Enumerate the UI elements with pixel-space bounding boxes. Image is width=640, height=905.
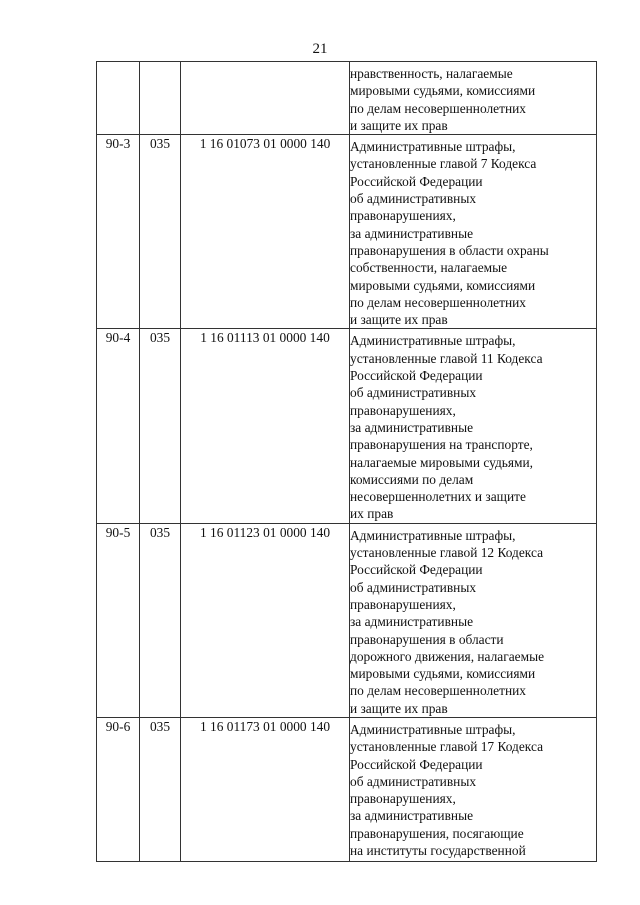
- row-number-cell: 90-4: [97, 329, 140, 523]
- description-line: правонарушениях,: [350, 791, 456, 807]
- description-line: дорожного движения, налагаемые: [350, 648, 545, 664]
- description-line: комиссиями по делам: [350, 471, 474, 487]
- description-line: Российской Федерации: [350, 368, 483, 384]
- admin-code-cell: 035: [140, 523, 181, 717]
- description-line: мировыми судьями, комиссиями: [350, 277, 536, 293]
- table-row: [97, 717, 597, 861]
- description-line: об административных: [350, 385, 477, 401]
- description-line: об административных: [350, 579, 477, 595]
- description-cell: [350, 329, 597, 523]
- admin-code-cell: 035: [140, 329, 181, 523]
- description-line: Российской Федерации: [350, 562, 483, 578]
- description-line: за административные: [350, 225, 474, 241]
- admin-code-cell: [140, 62, 181, 135]
- description-cell: [350, 62, 597, 135]
- description-line: мировыми судьями, комиссиями: [350, 666, 536, 682]
- description-line: собственности, налагаемые: [350, 260, 508, 276]
- description-line: по делам несовершеннолетних: [350, 100, 526, 116]
- table-row: [97, 329, 597, 523]
- description-line: правонарушения в области: [350, 631, 504, 647]
- description-line: правонарушениях,: [350, 402, 456, 418]
- table-row: [97, 523, 597, 717]
- description-line: Российской Федерации: [350, 756, 483, 772]
- description-line: установленные главой 17 Кодекса: [350, 739, 544, 755]
- description-line: установленные главой 7 Кодекса: [350, 156, 537, 172]
- page-number: 21: [312, 41, 328, 57]
- table-row: [97, 62, 597, 135]
- kbk-code-cell: 1 16 01173 01 0000 140: [181, 717, 350, 861]
- description-cell: [350, 135, 597, 329]
- description-cell: [350, 717, 597, 861]
- description-line: Административные штрафы,: [350, 527, 516, 543]
- admin-code-cell: 035: [140, 717, 181, 861]
- description-line: Российской Федерации: [350, 173, 483, 189]
- description-line: по делам несовершеннолетних: [350, 683, 526, 699]
- description-line: Административные штрафы,: [350, 139, 516, 155]
- description-line: правонарушениях,: [350, 596, 456, 612]
- description-line: несовершеннолетних и защите: [350, 489, 526, 505]
- kbk-code-cell: 1 16 01073 01 0000 140: [181, 135, 350, 329]
- row-number-cell: 90-3: [97, 135, 140, 329]
- kbk-code-cell: [181, 62, 350, 135]
- description-line: на институты государственной: [350, 843, 526, 859]
- row-number-cell: [97, 62, 140, 135]
- description-line: установленные главой 12 Кодекса: [350, 545, 544, 561]
- description-line: мировыми судьями, комиссиями: [350, 83, 536, 99]
- description-line: за административные: [350, 419, 474, 435]
- description-line: и защите их прав: [350, 700, 448, 716]
- row-number-cell: 90-6: [97, 717, 140, 861]
- description-line: установленные главой 11 Кодекса: [350, 350, 543, 366]
- admin-code-cell: 035: [140, 135, 181, 329]
- kbk-code-cell: 1 16 01113 01 0000 140: [181, 329, 350, 523]
- description-line: за административные: [350, 614, 474, 630]
- description-line: их прав: [350, 506, 394, 522]
- description-line: Административные штрафы,: [350, 721, 516, 737]
- description-line: налагаемые мировыми судьями,: [350, 454, 534, 470]
- table-row: [97, 135, 597, 329]
- description-line: Административные штрафы,: [350, 333, 516, 349]
- description-line: правонарушения в области охраны: [350, 242, 549, 258]
- budget-code-table: [96, 61, 597, 862]
- description-cell: [350, 523, 597, 717]
- description-line: об административных: [350, 191, 477, 207]
- description-line: правонарушениях,: [350, 208, 456, 224]
- description-line: и защите их прав: [350, 312, 448, 328]
- description-line: нравственность, налагаемые: [350, 66, 513, 81]
- description-line: по делам несовершеннолетних: [350, 294, 526, 310]
- row-number-cell: 90-5: [97, 523, 140, 717]
- description-line: и защите их прав: [350, 117, 448, 133]
- kbk-code-cell: 1 16 01123 01 0000 140: [181, 523, 350, 717]
- description-line: правонарушения, посягающие: [350, 825, 524, 841]
- description-line: за административные: [350, 808, 474, 824]
- description-line: об административных: [350, 773, 477, 789]
- description-line: правонарушения на транспорте,: [350, 437, 533, 453]
